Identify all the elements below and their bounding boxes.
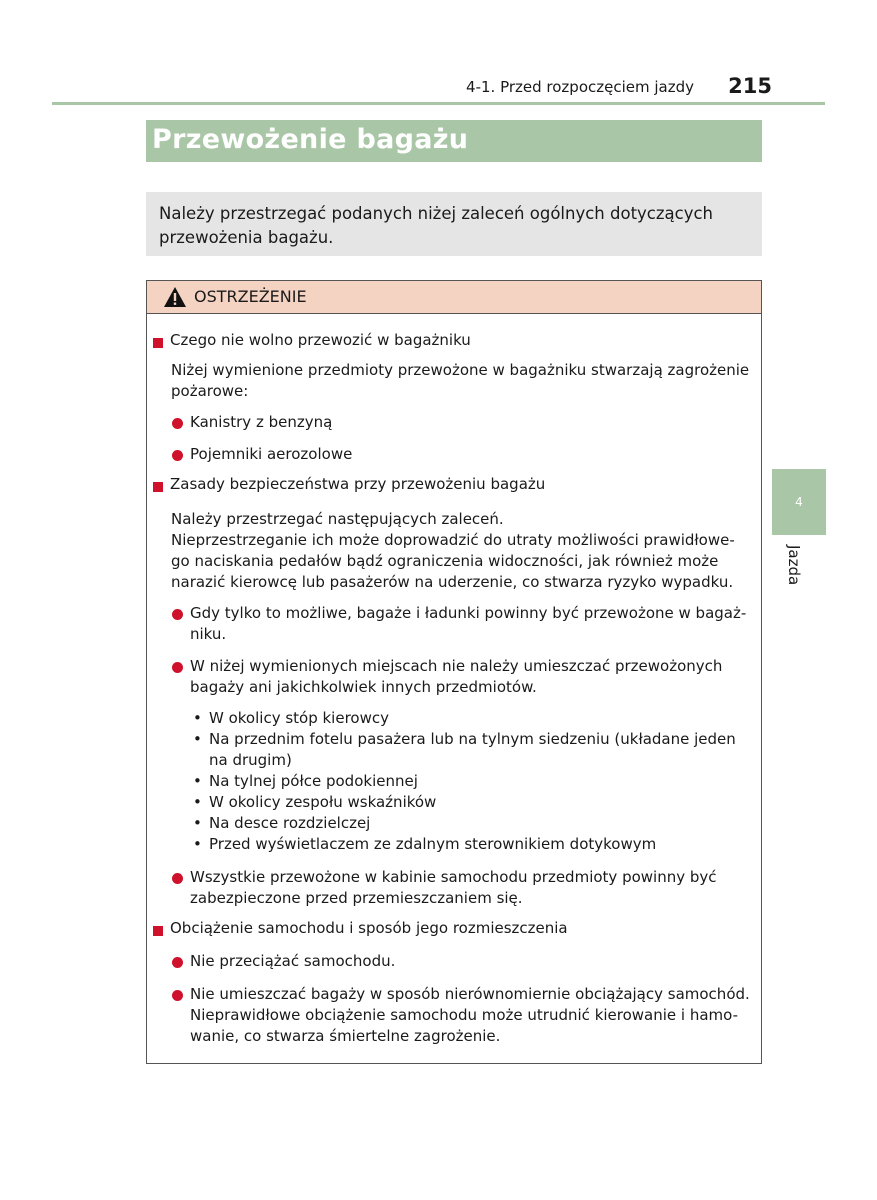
warning-header xyxy=(147,281,761,314)
paragraph-line: go naciskania pedałów bądź ograniczenia widoczności, jak również może xyxy=(171,552,719,570)
paragraph-line: Należy przestrzegać następujących zaleceń. xyxy=(171,510,504,528)
sub-list-item: • Na tylnej półce podokiennej xyxy=(193,772,418,790)
bullet-dot xyxy=(172,450,183,461)
list-item: Kanistry z benzyną xyxy=(190,413,333,431)
list-item: niku. xyxy=(190,625,227,643)
list-item: bagaży ani jakichkolwiek innych przedmiotów. xyxy=(190,678,537,696)
bullet-dot xyxy=(172,990,183,1001)
chapter-tab-label: Jazda xyxy=(785,545,803,586)
bullet-dot xyxy=(172,873,183,884)
bullet-dot xyxy=(172,662,183,673)
sub-list-item: • W okolicy stóp kierowcy xyxy=(193,709,389,727)
section-heading-3: Obciążenie samochodu i sposób jego rozmieszczenia xyxy=(170,919,568,937)
sub-list-item: • W okolicy zespołu wskaźników xyxy=(193,793,437,811)
intro-box: Należy przestrzegać podanych niżej zaleceń ogólnych dotyczących przewożenia bagażu. xyxy=(146,192,762,256)
list-item: W niżej wymienionych miejscach nie należy umieszczać przewożonych xyxy=(190,657,723,675)
section-heading-1: Czego nie wolno przewozić w bagażniku xyxy=(170,331,471,349)
sub-list-item: na drugim) xyxy=(209,751,292,769)
section-heading-2: Zasady bezpieczeństwa przy przewożeniu bagażu xyxy=(170,475,546,493)
chapter-tab-number: 4 xyxy=(795,495,803,509)
warning-title: OSTRZEŻENIE xyxy=(194,287,307,306)
list-item: Nie przeciążać samochodu. xyxy=(190,952,396,970)
warning-triangle-icon xyxy=(163,286,187,308)
list-item: Wszystkie przewożone w kabinie samochodu przedmioty powinny być xyxy=(190,868,717,886)
list-item: zabezpieczone przed przemieszczaniem się. xyxy=(190,889,523,907)
section-label: 4-1. Przed rozpoczęciem jazdy xyxy=(466,78,694,96)
bullet-dot xyxy=(172,957,183,968)
list-item: Nieprawidłowe obciążenie samochodu może utrudnić kierowanie i hamo- xyxy=(190,1006,739,1024)
paragraph-line: pożarowe: xyxy=(171,382,249,400)
page-number: 215 xyxy=(728,74,772,98)
header-divider xyxy=(52,102,825,105)
list-item: Pojemniki aerozolowe xyxy=(190,445,353,463)
page-title: Przewożenie bagażu xyxy=(152,124,469,155)
sub-list-item: • Na przednim fotelu pasażera lub na tylnym siedzeniu (układane jeden xyxy=(193,730,736,748)
paragraph-line: Niżej wymienione przedmioty przewożone w bagażniku stwarzają zagrożenie xyxy=(171,361,750,379)
section-marker xyxy=(153,338,163,348)
paragraph-line: narazić kierowcę lub pasażerów na uderzenie, co stwarza ryzyko wypadku. xyxy=(171,573,734,591)
sub-list-item: • Przed wyświetlaczem ze zdalnym sterownikiem dotykowym xyxy=(193,835,657,853)
bullet-dot xyxy=(172,609,183,620)
paragraph-line: Nieprzestrzeganie ich może doprowadzić do utraty możliwości prawidłowe- xyxy=(171,531,735,549)
list-item: Gdy tylko to możliwe, bagaże i ładunki powinny być przewożone w bagaż- xyxy=(190,604,747,622)
bullet-dot xyxy=(172,418,183,429)
section-marker xyxy=(153,482,163,492)
section-marker xyxy=(153,926,163,936)
warning-box xyxy=(146,280,762,1064)
chapter-tab[interactable] xyxy=(772,469,826,535)
sub-list-item: • Na desce rozdzielczej xyxy=(193,814,371,832)
title-bar xyxy=(146,120,762,162)
list-item: Nie umieszczać bagaży w sposób nierównomiernie obciążający samochód. xyxy=(190,985,750,1003)
list-item: wanie, co stwarza śmiertelne zagrożenie. xyxy=(190,1027,501,1045)
